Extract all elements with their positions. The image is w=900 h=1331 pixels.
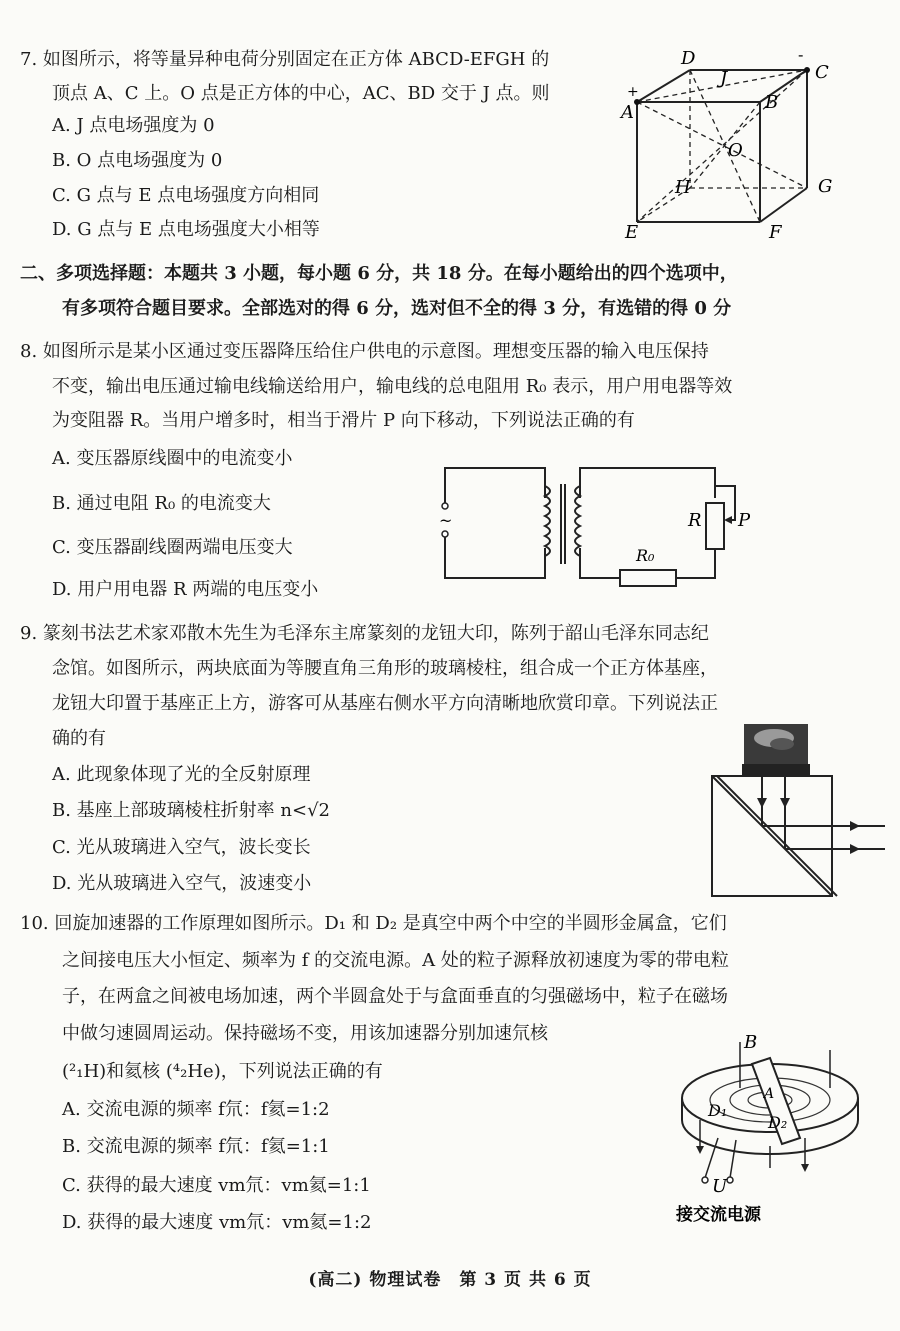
cube-label-a: A bbox=[621, 102, 634, 123]
q10-option-a: A. 交流电源的频率 f氘：f氦=1:2 bbox=[62, 1099, 330, 1120]
q9-line-1: 9. 篆刻书法艺术家邓散木先生为毛泽东主席篆刻的龙钮大印，陈列于韶山毛泽东同志纪 bbox=[20, 623, 709, 644]
q9-line-4: 确的有 bbox=[52, 728, 106, 749]
circuit-label-r0: R₀ bbox=[636, 546, 655, 565]
cube-label-j: J bbox=[720, 68, 728, 89]
q10-option-c: C. 获得的最大速度 vm氘：vm氦=1:1 bbox=[62, 1175, 371, 1196]
cube-label-e: E bbox=[625, 222, 639, 243]
q9-option-d: D. 光从玻璃进入空气，波速变小 bbox=[52, 873, 312, 894]
q10-line-5: (²₁H)和氦核 (⁴₂He)，下列说法正确的有 bbox=[62, 1061, 383, 1082]
cyclotron-label-d1: D₁ bbox=[708, 1101, 728, 1120]
cube-label-o: O bbox=[728, 140, 743, 161]
cyclotron-label-u: U bbox=[712, 1176, 728, 1197]
q7-option-d: D. G 点与 E 点电场强度大小相等 bbox=[52, 219, 320, 240]
q9-option-a: A. 此现象体现了光的全反射原理 bbox=[52, 764, 311, 785]
q9-line-3: 龙钮大印置于基座正上方，游客可从基座右侧水平方向清晰地欣赏印章。下列说法正 bbox=[52, 693, 718, 714]
q8-option-d: D. 用户用电器 R 两端的电压变小 bbox=[52, 579, 319, 600]
cube-label-plus: + bbox=[627, 84, 639, 100]
q10-line-1: 10. 回旋加速器的工作原理如图所示。D₁ 和 D₂ 是真空中两个中空的半圆形金属盒，它们 bbox=[20, 913, 727, 934]
section2-line-1: 二、多项选择题：本题共 3 小题，每小题 6 分，共 18 分。在每小题给出的四个选项中， bbox=[20, 263, 738, 284]
q9-option-b: B. 基座上部玻璃棱柱折射率 n<√2 bbox=[52, 800, 330, 821]
q9-option-c: C. 光从玻璃进入空气，波长变长 bbox=[52, 837, 311, 858]
q8-option-b: B. 通过电阻 R₀ 的电流变大 bbox=[52, 493, 271, 514]
page-footer: (高二) 物理试卷 第 3 页 共 6 页 bbox=[308, 1270, 592, 1290]
cube-label-b: B bbox=[765, 92, 779, 113]
cyclotron-caption: 接交流电源 bbox=[676, 1205, 761, 1225]
cyclotron-label-b: B bbox=[744, 1032, 758, 1053]
q8-line-1: 8. 如图所示是某小区通过变压器降压给住户供电的示意图。理想变压器的输入电压保持 bbox=[20, 341, 709, 362]
cyclotron-label-a: A bbox=[764, 1086, 775, 1102]
q10-line-4: 中做匀速圆周运动。保持磁场不变，用该加速器分别加速氘核 bbox=[62, 1023, 548, 1044]
cube-figure bbox=[615, 48, 845, 243]
cube-label-g: G bbox=[818, 176, 833, 197]
q7-option-b: B. O 点电场强度为 0 bbox=[52, 150, 223, 171]
q10-option-d: D. 获得的最大速度 vm氘：vm氦=1:2 bbox=[62, 1212, 372, 1233]
circuit-label-p: P bbox=[738, 510, 750, 531]
q10-line-3: 子，在两盒之间被电场加速，两个半圆盒处于与盒面垂直的匀强磁场中，粒子在磁场 bbox=[62, 986, 728, 1007]
cube-label-c: C bbox=[815, 62, 829, 83]
q9-line-2: 念馆。如图所示，两块底面为等腰直角三角形的玻璃棱柱，组合成一个正方体基座， bbox=[52, 658, 718, 679]
q7-line-2: 顶点 A、C 上。O 点是正方体的中心，AC、BD 交于 J 点。则 bbox=[52, 83, 550, 104]
q7-option-c: C. G 点与 E 点电场强度方向相同 bbox=[52, 185, 320, 206]
q7-option-a: A. J 点电场强度为 0 bbox=[52, 115, 215, 136]
cyclotron-label-d2: D₂ bbox=[768, 1113, 788, 1132]
q7-line-1: 7. 如图所示，将等量异种电荷分别固定在正方体 ABCD-EFGH 的 bbox=[20, 49, 550, 70]
q10-line-2: 之间接电压大小恒定、频率为 f 的交流电源。A 处的粒子源释放初速度为零的带电粒 bbox=[62, 950, 729, 971]
q10-option-b: B. 交流电源的频率 f氘：f氦=1:1 bbox=[62, 1136, 330, 1157]
section2-line-2: 有多项符合题目要求。全部选对的得 6 分，选对但不全的得 3 分，有选错的得 0 分 bbox=[62, 298, 732, 319]
q8-option-a: A. 变压器原线圈中的电流变小 bbox=[52, 448, 293, 469]
q8-option-c: C. 变压器副线圈两端电压变大 bbox=[52, 537, 293, 558]
cube-label-minus: - bbox=[798, 48, 804, 64]
q8-line-3: 为变阻器 R。当用户增多时，相当于滑片 P 向下移动，下列说法正确的有 bbox=[52, 410, 635, 431]
glass-prism-figure bbox=[700, 718, 890, 898]
cube-label-h: H bbox=[675, 177, 691, 198]
circuit-label-r: R bbox=[688, 510, 702, 531]
cube-label-d: D bbox=[681, 48, 696, 69]
cyclotron-figure bbox=[660, 1028, 875, 1228]
q8-line-2: 不变，输出电压通过输电线输送给用户，输电线的总电阻用 R₀ 表示，用户用电器等效 bbox=[52, 376, 733, 397]
transformer-circuit-figure bbox=[430, 458, 750, 588]
cube-label-f: F bbox=[769, 222, 782, 243]
circuit-ac-symbol: ~ bbox=[439, 511, 453, 530]
